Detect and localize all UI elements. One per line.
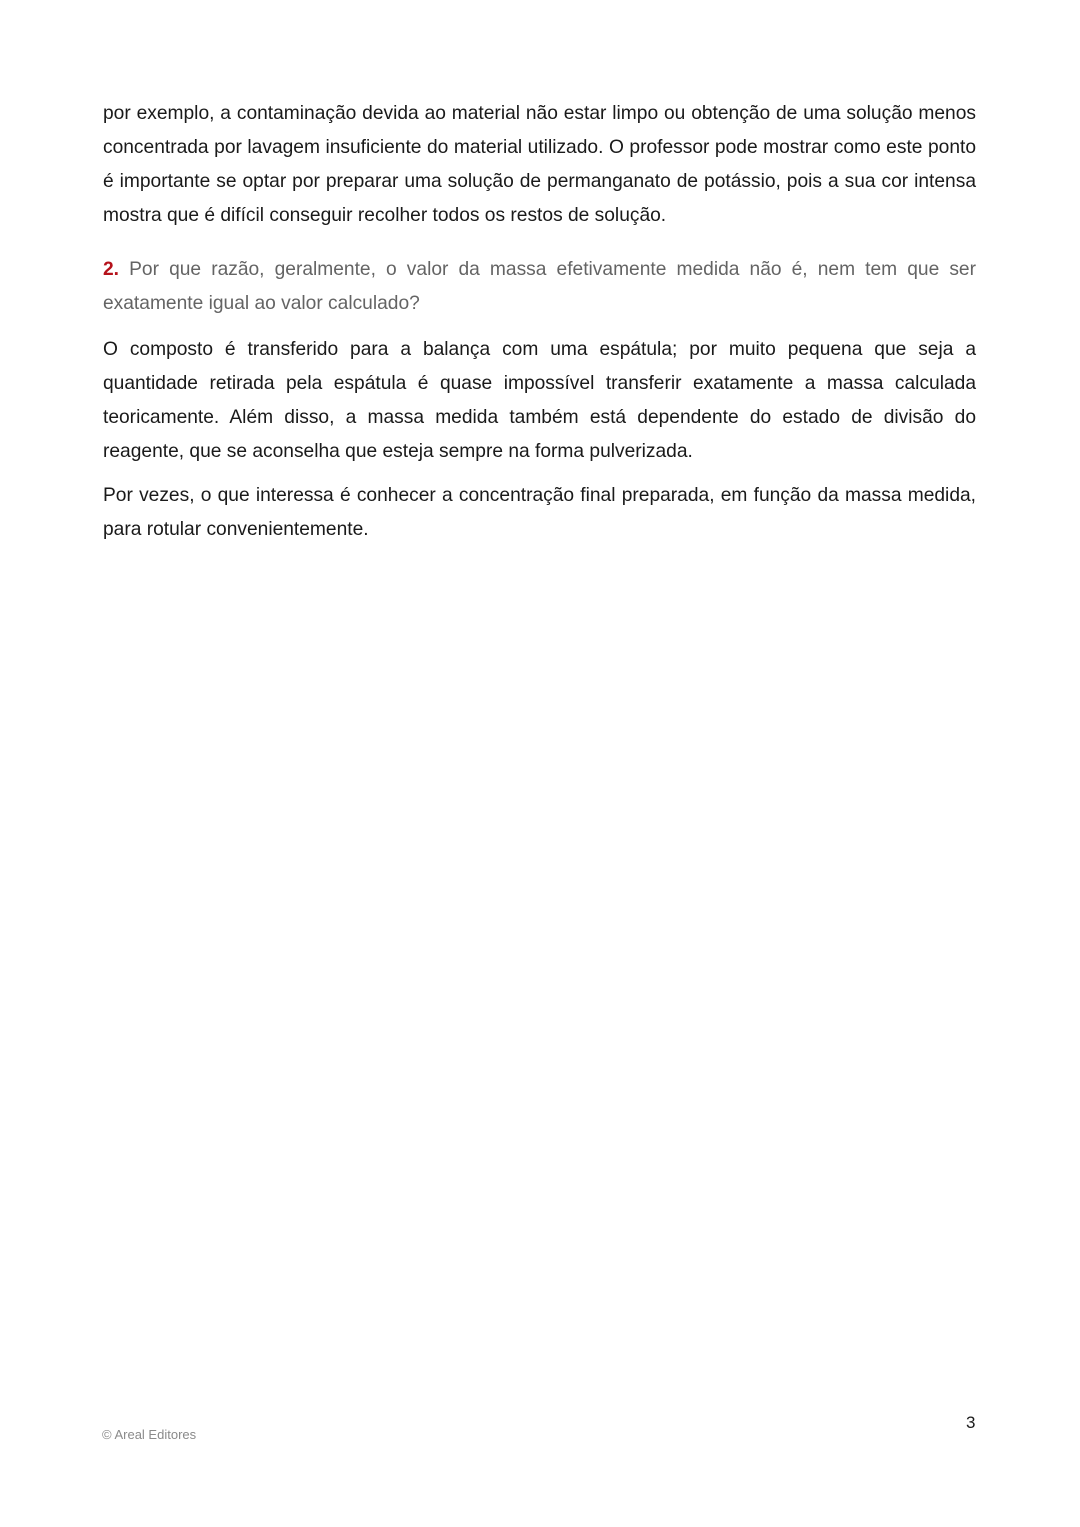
page-number: 3: [966, 1413, 976, 1432]
question-2: [103, 253, 976, 321]
question-text: Por que razão, geralmente, o valor da massa efetivamente medida não é, nem tem que ser exatamente igual ao valor calculado?: [103, 259, 976, 314]
intro-paragraph: por exemplo, a contaminação devida ao material não estar limpo ou obtenção de uma solução menos concentrada por lavagem insuficiente do material utilizado. O professor pode mostrar como este ponto é importante se optar por preparar uma solução de permanganato de potássio, pois a sua cor intensa mostra que é difícil conseguir recolher todos os restos de solução.: [103, 103, 976, 226]
question-number: 2.: [103, 259, 120, 280]
copyright-footer: © Areal Editores: [102, 1427, 197, 1442]
answer-paragraph-1: O composto é transferido para a balança com uma espátula; por muito pequena que seja a quantidade retirada pela espátula é quase impossível transferir exatamente a massa calculada teoricamente. Além disso, a massa medida também está dependente do estado de divisão do reagente, que se aconselha que esteja sempre na forma pulverizada.: [103, 339, 976, 462]
answer-paragraph-2: Por vezes, o que interessa é conhecer a concentração final preparada, em função da massa medida, para rotular convenientemente.: [103, 485, 976, 540]
page-content: [103, 97, 976, 547]
